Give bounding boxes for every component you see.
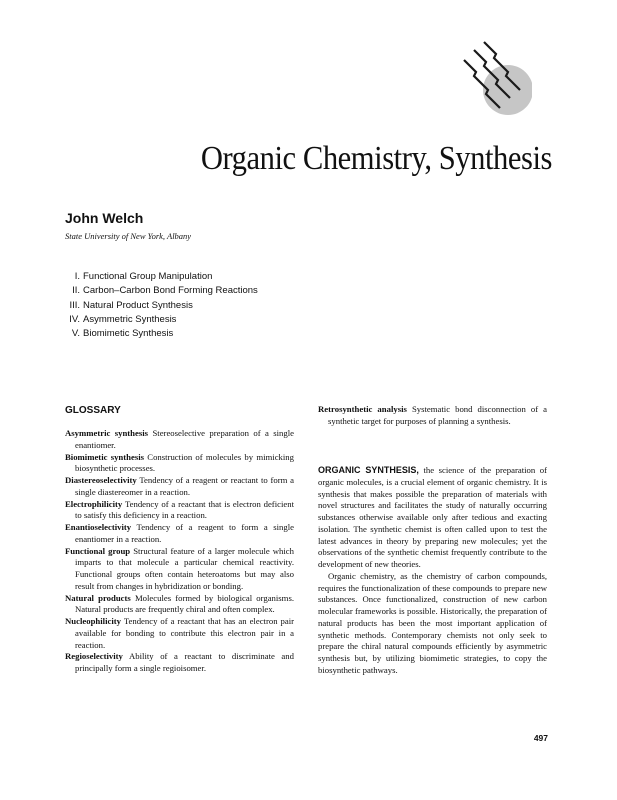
glossary-entry: Electrophilicity Tendency of a reactant that is electron deficient to satisfy this deficiency in a reaction.: [65, 498, 294, 521]
outline-item: II. Carbon–Carbon Bond Forming Reactions: [72, 285, 258, 297]
author-affiliation: State University of New York, Albany: [65, 231, 192, 241]
glossary-entry: Natural products Molecules formed by biological organisms. Natural products are frequently chiral and often complex.: [65, 592, 294, 615]
outline-item: I. Functional Group Manipulation: [74, 271, 213, 282]
article-body: [318, 465, 547, 677]
outline-item: V. Biomimetic Synthesis: [71, 328, 174, 340]
outline-item: III. Natural Product Synthesis: [69, 299, 193, 311]
outline-item: IV. Asymmetric Synthesis: [69, 313, 177, 325]
article-title: Organic Chemistry, Synthesis: [200, 140, 552, 177]
body-paragraph: Organic chemistry, as the chemistry of carbon compounds, requires the functionalization of these compounds to prepare new substances. Once functionalized, construction of new carbon molecular frameworks is possible. Historically, the preparation of natural products has been the most important application of synthetic methods. Contemporary chemists not only seek to prepare the chiral natural compounds efficiently by asymmetric synthesis but, by utilizing biomimetic strategies, to copy the biosynthetic pathways.: [318, 570, 547, 675]
lightning-bolt-logo-icon: [462, 40, 532, 120]
glossary-entry: Nucleophilicity Tendency of a reactant that has an electron pair available for bonding to contribute this electron pair in a reaction.: [65, 616, 295, 650]
body-paragraph: ORGANIC SYNTHESIS, the science of the preparation of organic molecules, is a crucial element of organic chemistry. It is synthesis that makes possible the preparation of materials with novel structures and facilitates the study of naturally occurring substances otherwise available only after tedious and exacting isolation. The synthetic chemist is often called upon to test the latest advances in theory by preparing new molecules; yet the observations of the synthetic chemist frequently contribute to the development of new theories.: [318, 465, 547, 569]
glossary-list: [65, 428, 294, 675]
glossary-heading: GLOSSARY: [65, 405, 121, 416]
glossary-list-continued: [318, 404, 547, 428]
glossary-entry: Retrosynthetic analysis Systematic bond disconnection of a synthetic target for purposes of planning a synthesis.: [318, 404, 547, 426]
page-number: 497: [533, 733, 548, 743]
glossary-entry: Asymmetric synthesis Stereoselective preparation of a single enantiomer.: [65, 428, 294, 450]
article-outline: [64, 270, 258, 341]
glossary-entry: Enantioselectivity Tendency of a reagent to form a single enantiomer in a reaction.: [65, 522, 294, 544]
section-lead: ORGANIC SYNTHESIS,: [318, 465, 419, 475]
glossary-entry: Diastereoselectivity Tendency of a reagent or reactant to form a single diastereomer in a reaction.: [65, 475, 294, 497]
author-name: John Welch: [65, 210, 144, 226]
glossary-entry: Biomimetic synthesis Construction of molecules by mimicking biosynthetic processes.: [65, 451, 294, 474]
glossary-entry: Functional group Structural feature of a larger molecule which imparts to that molecule a particular chemical reactivity. Functional groups often contain heteroatoms but may also result from changes in hybridization or bonding.: [65, 545, 294, 591]
glossary-entry: Regioselectivity Ability of a reactant to discriminate and principally form a single regioisomer.: [65, 651, 294, 673]
